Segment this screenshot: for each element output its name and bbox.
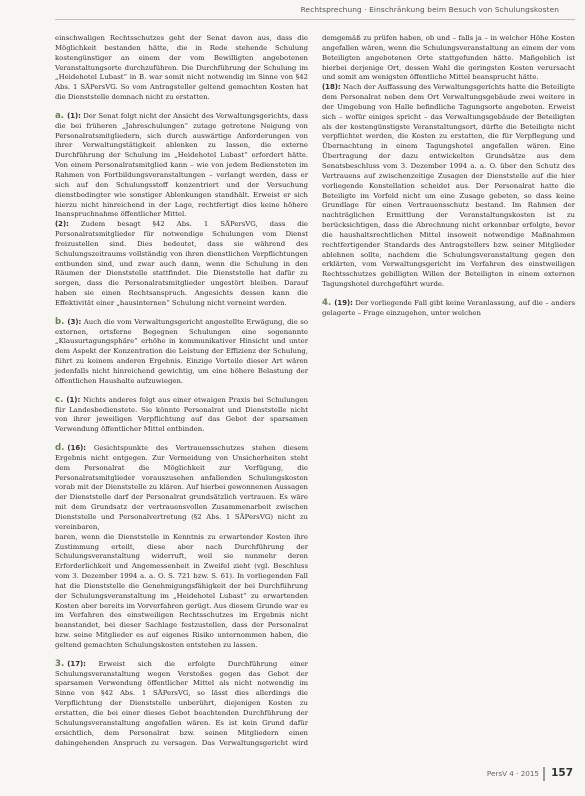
paragraph: (18): Nach der Auffassung des Verwaltungsgerichts hatte die Beteiligte dem Personalrat neben dem Ort Verwaltungsgebäude zwei weitere in der Umgebung von Halle befindliche Tagungsorte angeboten. Erweist sich – wofür einiges spricht – das Verwaltungsgebäude der Beteiligten als der kostengünstigste Veranstaltungsort, dürfte die Beteiligte nicht verpflichtet werden, die Kosten zu erstatten, die für Verpflegung und Übernachtung in einem Tagungshotel angefallen wären. Eine Übertragung der dazu entwickelten Grundsätze aus dem Senatsbeschluss vom 3. Dezember 1994 a. a. O. über den Schutz des Vertrauens auf zwischenzeitige Zusagen der Dienststelle auf die hier vorliegende Konstellation scheidet aus. Der Personalrat hatte die Beteiligte im Vorfeld nicht um eine Zusage gebeten, so dass keine Grundlage für einen Vertrauensschutz bestand. Im Rahmen der nachträglichen Ermittlung der Veranstaltungskosten ist zu berücksichtigen, dass die Abrechnung nicht erkennbar erfolgte, bevor die haushaltsrechtlichen Mittel insoweit notwendige Maßnahmen rechtfertigender Standards des Antragstellers bzw. seiner Mitglieder ablehnen sollte, nachdem die Schulungsveranstaltung gegen den erklärten, vom Verwaltungsgericht im Verfahren des einstweiligen Rechtsschutzes gebilligten Willen der Beteiligten in einem externen Tagungshotel durchgeführt wurde.	[322, 83, 575, 289]
paragraph-number: (17):	[67, 659, 86, 668]
section-marker: 4.	[322, 297, 332, 308]
paragraph: c. (1): Nichts anderes folgt aus einer etwaigen Praxis bei Schulungen für Landesbedienstete. Sie könnte Personalrat und Dienststelle nicht von ihrer jeweiligen Verpflichtung auf das Gebot der sparsamen Verwendung öffentlicher Mittel entbinden.	[55, 394, 308, 434]
journal-issue: PersV 4 · 2015	[486, 769, 539, 778]
section-marker: a.	[55, 110, 65, 121]
paragraph-number: (1):	[66, 395, 81, 404]
header-rule	[55, 19, 575, 20]
section-marker: b.	[55, 316, 65, 327]
paragraph-number: (16):	[67, 444, 87, 453]
paragraph-number: (19):	[334, 298, 353, 307]
running-title: Rechtsprechung · Einschränkung beim Besuch von Schulungskosten	[300, 5, 559, 14]
article-body	[55, 34, 575, 754]
paragraph: a. (1): Der Senat folgt nicht der Ansicht des Verwaltungsgerichts, dass die bei früheren „Jahreschulungen“ zutage getretene Neigung von Personalratsmitgliedern, sich durch auswärtige Anforderungen von ihrer Verwaltungstätigkeit ablenken zu lassen, die externe Durchführung der Schulung im „Heidehotel Lubast“ erfordert hätte. Von einem Personalratsmitglied kann – wie von jedem Bediensteten im Rahmen von Fortbildungsveranstaltungen – verlangt werden, dass er sich auf den Schulungsstoff konzentriert und der Versuchung dienstbedingter wie sonstiger Ablenkungen standhält. Erweist er sich hierzu nicht hinreichend in der Lage, rechtfertigt dies keine höhere Inanspruchnahme öffentlicher Mittel.	[55, 110, 308, 219]
section-marker: 3.	[55, 658, 65, 669]
paragraph: einschwaligen Rechtsschutzes geht der Senat davon aus, dass die Möglichkeit bestanden hätte, die in Rede stehende Schulung kostengünstiger an einem der vom Bewilligten angebotenen Veranstaltungsorte durchzuführen. Die Durchführung der Schulung im „Heidehotel Lubast“ in B. war somit nicht notwendig im Sinne von §42 Abs. 1 SÄPersVG. So vom Antragsteller geltend gemachten Kosten hat die Dienststelle demnach nicht zu erstatten.	[55, 34, 308, 102]
paragraph: b. (3): Auch die vom Verwaltungsgericht angestellte Erwägung, die so externen, ortsferne Begegnen Schulungen eine sogenannte „Klausurtagungsphäre“ erhöhe in kommunikativer Hinsicht und unter dem Aspekt der Konzentration die Leistung der Effizienz der Schulung, führt zu keinem anderen Ergebnis. Einzige Vorteile dieser Art wären jedenfalls nicht hinreichend gewichtig, um eine höhere Belastung der öffentlichen Haushalte aufzuwiegen.	[55, 316, 308, 385]
paragraph: (2): Zudem besagt §42 Abs. 1 SÄPersVG, dass die Personalratsmitglieder für notwendige Schulungen vom Dienst freizustellen sind. Dies bedeutet, dass sie während des Schulungszeitraums vollständig von ihren dienstlichen Verpflichtungen entbunden sind, und zwar auch dann, wenn die Schulung in den Räumen der Dienststelle stattfindet. Die Dienststelle hat dafür zu sorgen, dass die Personalratsmitglieder ungestört bleiben. Darauf haben sie einen Rechtsanspruch. Angesichts dessen kann die Effektivität einer „hausinternen“ Schulung nicht verneint werden.	[55, 220, 308, 307]
paragraph: 3. (17): Erweist sich die erfolgte Durchführung einer Schulungsveranstaltung wegen Verstoßes gegen das Gebot der sparsamen Verwendung öffentlicher Mittel als nicht notwendig im Sinne von §42 Abs. 1 SÄPersVG, so lässt dies allerdings die Verpflichtung der Dienststelle unberührt, diejenigen Kosten zu erstatten, die bei einer dieses Gebot beachtenden Durchführung der Schulungsveranstaltung angefallen wären. Es ist kein Grund dafür ersichtlich, dem Personalrat bzw. seinen Mitgliedern einen dahingehenden Anspruch zu versagen. Das Verwaltungsgericht wird demgemäß zu prüfen haben, ob und – falls ja – in welcher Höhe Kosten angefallen wären, wenn die Schulungsveranstaltung an einem der vom Beteiligten angebotenen Orte stattgefunden hätte. Maßgeblich ist hierbei derjenige Ort, dessen Wahl die geringsten Kosten verursacht und somit am wenigsten öffentliche Mittel beansprucht hätte.	[55, 34, 575, 747]
running-header	[0, 0, 585, 22]
page-number: 157	[551, 767, 573, 779]
footer-divider	[543, 767, 545, 781]
paragraph: 4. (19): Der vorliegende Fall gibt keine Veranlassung, auf die – anders gelagerte – Frage einzugehen, unter welchen	[322, 297, 575, 317]
section-marker: d.	[55, 443, 65, 454]
paragraph-number: (3):	[67, 317, 82, 326]
paragraph: d. (16): Gesichtspunkte des Vertrauensschutzes stehen diesem Ergebnis nicht entgegen. Zur Vermeidung von Unsicherheiten steht dem Personalrat die Möglichkeit zur Verfügung, die Personalratsmitglieder vorauszusehen anfallenden Schulungskosten vorab mit der Dienststelle zu klären. Auf hierbei gewonnenen Aussagen der Dienststelle darf der Personalrat grundsätzlich vertrauen. Es wäre mit dem Grundsatz der vertrauensvollen Zusammenarbeit zwischen Dienststelle und Personalvertretung (§2 Abs. 1 SÄPersVG) nicht zu vereinbaren,	[55, 443, 308, 531]
paragraph-number: (2):	[55, 220, 69, 229]
paragraph: baren, wenn die Dienststelle in Kenntnis zu erwartender Kosten ihre Zustimmung erteilt, diese aber nach Durchführung der Schulungsveranstaltung widerruft, weil sie nunmehr deren Erforderlichkeit und Angemessenheit in Zweifel zieht (vgl. Beschluss vom 3. Dezember 1994 a. a. O. S. 721 bzw. S. 61). In vorliegenden Fall hat die Dienststelle die Genehmigungsfähigkeit der bei Durchführung der Schulungsveranstaltung im „Heidehotel Lubast“ zu erwartenden Kosten aber bereits im Vorverfahren gerügt. Aus diesem Grunde war es im Verfahren des einstweiligen Rechtsschutzes im Ergebnis nicht beanstandet, bei dieser Sachlage festzustellen, dass der Personalrat bzw. seine Mitglieder es auf eigenes Risiko unternommen haben, die geltend gemachten Schulungskosten entstehen zu lassen.	[55, 532, 308, 649]
section-marker: c.	[55, 394, 64, 405]
paragraph-number: (1):	[67, 111, 81, 120]
page-footer	[0, 765, 585, 795]
paragraph-number: (18):	[322, 83, 341, 92]
